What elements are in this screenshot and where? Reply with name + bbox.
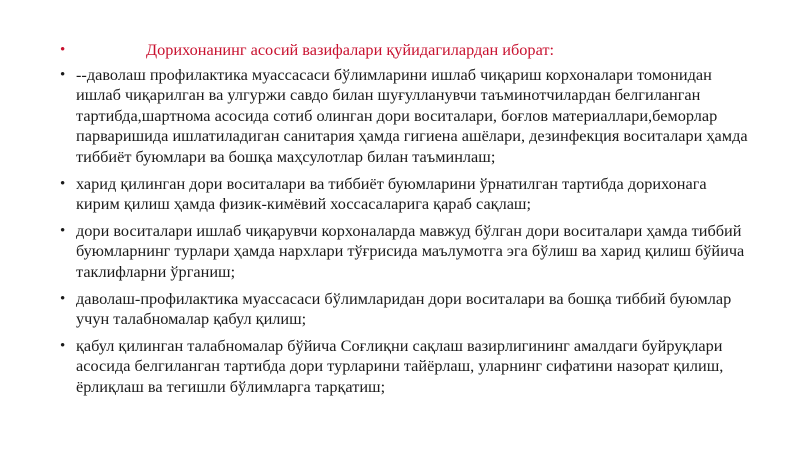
list-item <box>62 221 752 283</box>
bullet-dot-icon: • <box>60 222 66 239</box>
list-item <box>62 174 752 215</box>
list-item-text: харид қилинган дори воситалари ва тиббиёт буюмларини ўрнатилган тартибда дорихонага кирим қилиш ҳамда физик-кимёвий хоссасаларига қараб сақлаш; <box>76 173 707 214</box>
list-item-text: дори воситалари ишлаб чиқарувчи корхоналарда мавжуд бўлган дори воситалари ҳамда тиббий буюмларнинг турлари ҳамда нархлари тўғрисида маълумотга эга бўлиш ва харид қилиш бўйича таклифларни ўрганиш; <box>76 220 745 281</box>
list-item <box>62 289 752 330</box>
bullet-dot-icon: • <box>60 66 66 83</box>
heading-text: Дорихонанинг асосий вазифалари қуйидагилардан иборат: <box>146 40 555 59</box>
bullet-dot-icon: • <box>60 175 66 192</box>
bullet-list <box>62 40 752 404</box>
heading-bullet <box>62 40 752 61</box>
bullet-dot-icon: • <box>60 290 66 307</box>
bullet-dot-icon: • <box>60 42 66 58</box>
list-item-text: --даволаш профилактика муассасаси бўлимларини ишлаб чиқариш корхоналари томонидан ишлаб чиқарилган ва улгуржи савдо билан шуғулланувчи таъминотчилардан белгиланган тартибда,шартнома асосида сотиб олинган дори воситалари, боғлов материаллари,беморлар парваришида ишлатиладиган санитария ҳамда гигиена ашёлари, дезинфекция воситалари ҳамда тиббиёт буюмлари ва бошқа маҳсулотлар билан таъминлаш; <box>76 64 748 166</box>
list-item-text: қабул қилинган талабномалар бўйича Соғлиқни сақлаш вазирлигининг амалдаги буйруқлари асосида белгиланган тартибда дори турларини тайёрлаш, уларнинг сифатини назорат қилиш, ёрлиқлаш ва тегишли бўлимларга тарқатиш; <box>76 335 724 396</box>
list-item-text: даволаш-профилактика муассасаси бўлимларидан дори воситалари ва бошқа тиббий буюмлар учун талабномалар қабул қилиш; <box>76 288 732 329</box>
list-item <box>62 65 752 168</box>
list-item <box>62 336 752 398</box>
bullet-dot-icon: • <box>60 337 66 354</box>
